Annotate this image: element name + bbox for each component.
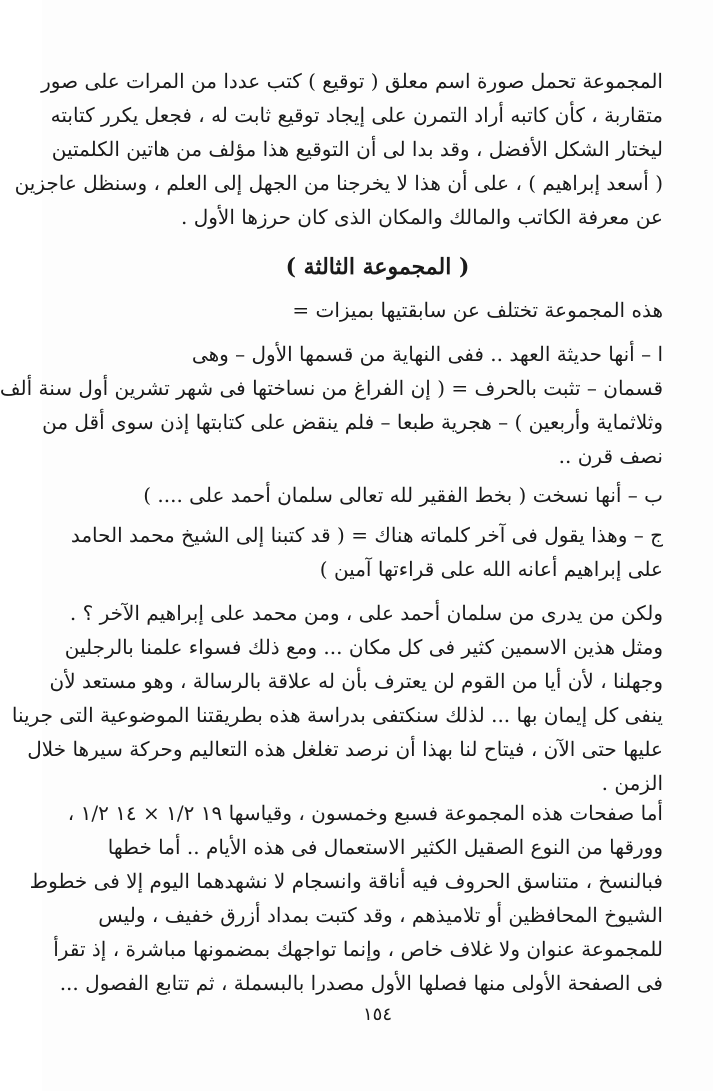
page-number: ١٥٤ <box>362 1004 392 1025</box>
paragraph-signature <box>14 64 663 234</box>
text-line: متقاربة ، كأن كاتبه أراد التمرن على إيجاد توقيع ثابت له ، فجعل يكرر كتابته <box>50 103 663 127</box>
text-line: الشيوخ المحافظين أو تلاميذهم ، وقد كتبت بمداد أزرق خفيف ، وليس <box>98 903 663 927</box>
text-line: ( أسعد إبراهيم ) ، على أن هذا لا يخرجنا من الجهل إلى العلم ، وسنظل عاجزين <box>14 171 663 195</box>
text-line: هذه المجموعة تختلف عن سابقتيها بميزات = <box>292 298 663 322</box>
text-line: عليها حتى الآن ، فيتاح لنا بهذا أن نرصد تغلغل هذه التعاليم وحركة سيرها خلال <box>27 737 663 761</box>
text-line: وورقها من النوع الصقيل الكثير الاستعمال فى هذه الأيام .. أما خطها <box>107 835 663 859</box>
text-line: فبالنسخ ، متناسق الحروف فيه أناقة وانسجام لا نشهدهما اليوم إلا فى خطوط <box>29 869 663 893</box>
list-item-b <box>83 478 663 512</box>
text-line: فى الصفحة الأولى منها فصلها الأول مصدرا بالبسملة ، ثم تتابع الفصول ... <box>59 971 663 995</box>
text-line: ولكن من يدرى من سلمان أحمد على ، ومن محمد على إبراهيم الآخر ؟ . <box>69 601 663 625</box>
section-intro <box>83 293 663 327</box>
text-line: ا – أنها حديثة العهد .. ففى النهاية من قسمها الأول – وهى <box>191 342 663 366</box>
text-line: نصف قرن .. <box>558 444 663 468</box>
text-line: على إبراهيم أعانه الله على قراءتها آمين ) <box>319 557 663 581</box>
text-line: ينفى كل إيمان بها ... لذلك سنكتفى بدراسة هذه بطريقتنا الموضوعية التى جرينا <box>11 703 663 727</box>
text-line: قسمان – تثبت بالحرف = ( إن الفراغ من نساختها فى شهر تشرين أول سنة ألف <box>0 376 663 400</box>
text-line: وجهلنا ، لأن أيا من القوم لن يعترف بأن له علاقة بالرسالة ، وهو مستعد لأن <box>49 669 663 693</box>
text-line: المجموعة تحمل صورة اسم معلق ( توقيع ) كتب عددا من المرات على صور <box>41 69 663 93</box>
text-line: ج – وهذا يقول فى آخر كلماته هناك = ( قد كتبنا إلى الشيخ محمد الحامد <box>70 523 663 547</box>
text-line: ب – أنها نسخت ( بخط الفقير لله تعالى سلمان أحمد على .... ) <box>143 483 663 507</box>
text-line: للمجموعة عنوان ولا غلاف خاص ، وإنما تواجهك بمضمونها مباشرة ، إذ تقرأ <box>53 937 663 961</box>
text-line: عن معرفة الكاتب والمالك والمكان الذى كان حرزها الأول . <box>181 205 663 229</box>
list-item-c <box>70 518 663 586</box>
section-heading: ( المجموعة الثالثة ) <box>285 254 470 280</box>
paragraph-description <box>29 796 663 1000</box>
list-item-a <box>0 337 663 473</box>
paragraph-authors <box>11 596 663 800</box>
text-line: أما صفحات هذه المجموعة فسبع وخمسون ، وقياسها ١٩ ١/٢ × ١٤ ١/٢ ، <box>67 801 663 825</box>
text-line: ليختار الشكل الأفضل ، وقد بدا لى أن التوقيع هذا مؤلف من هاتين الكلمتين <box>51 137 663 161</box>
text-line: وثلاثماية وأربعين ) – هجرية طبعا – فلم ينقض على كتابتها إذن سوى أقل من <box>42 410 663 434</box>
text-line: ومثل هذين الاسمين كثير فى كل مكان ... ومع ذلك فسواء علمنا بالرجلين <box>64 635 663 659</box>
text-line: الزمن . <box>601 771 663 795</box>
